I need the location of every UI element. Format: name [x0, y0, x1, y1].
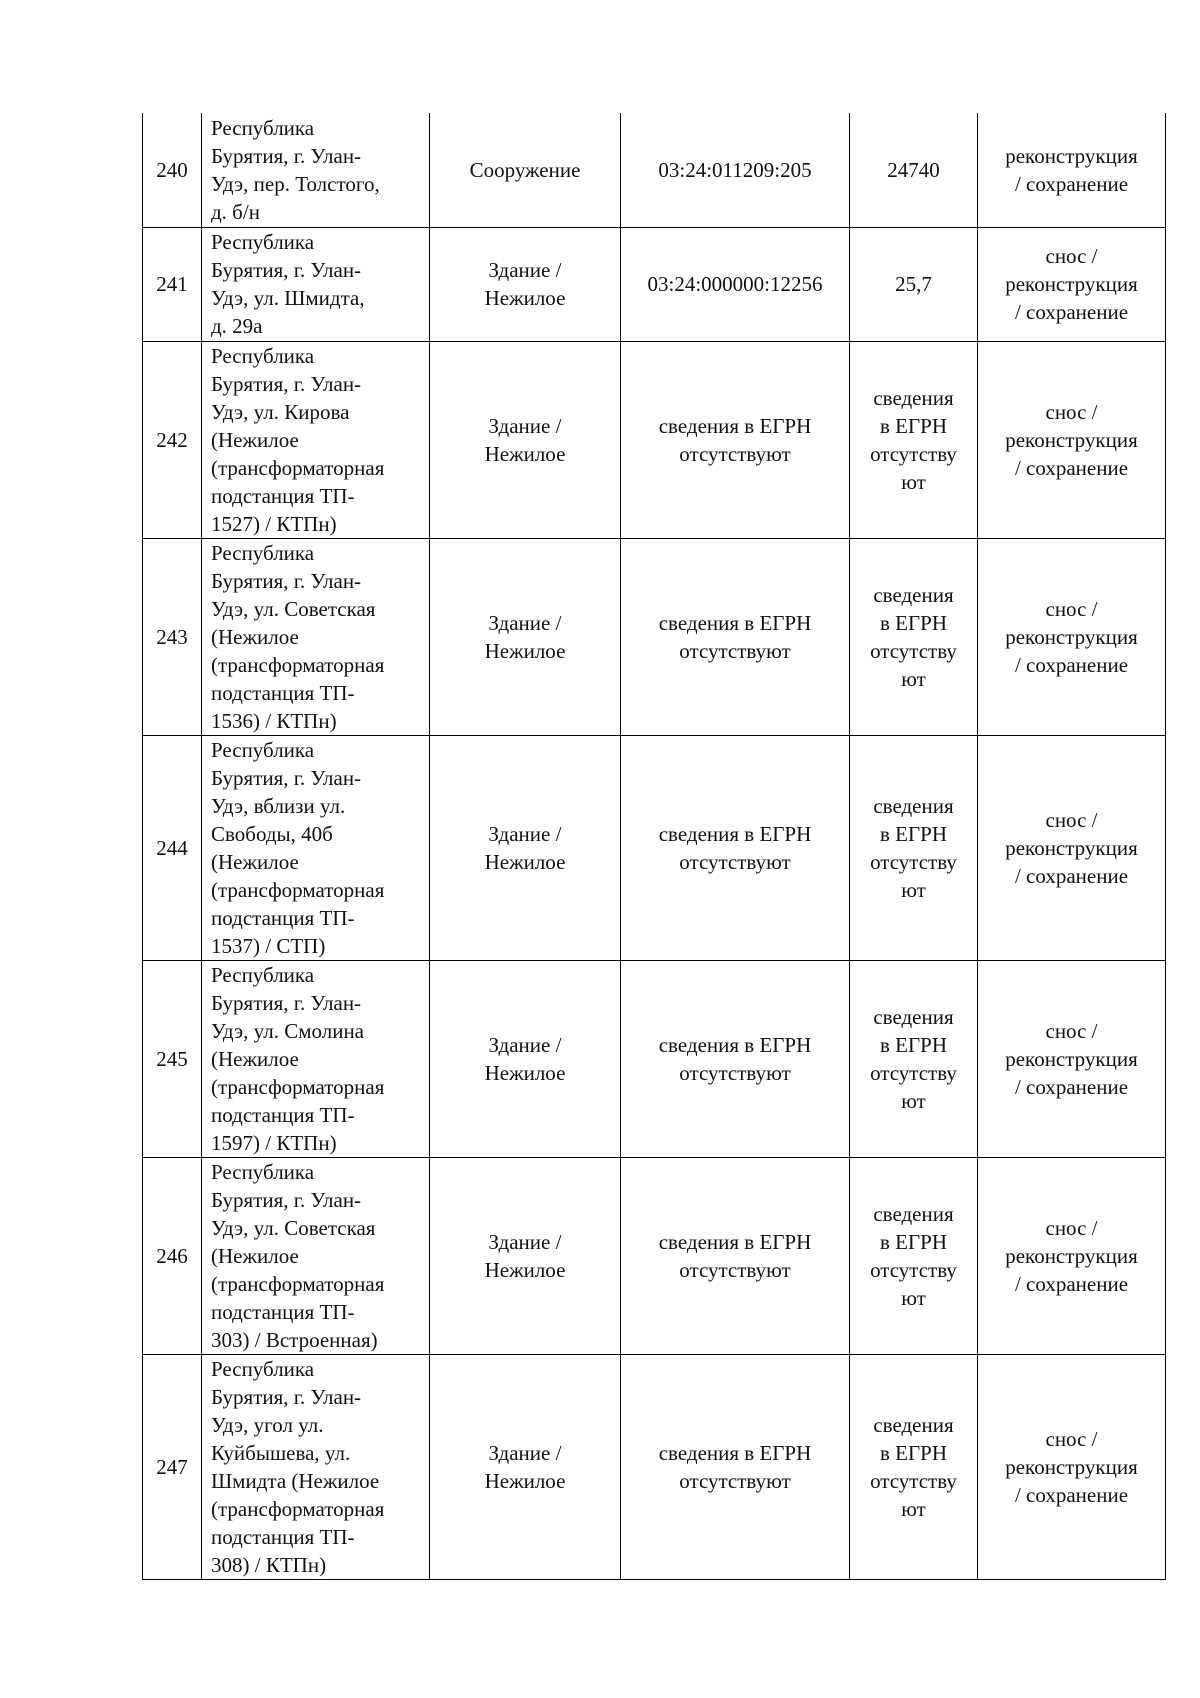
area-cell: сведения в ЕГРН отсутству ют [850, 1157, 978, 1354]
row-number: 244 [143, 735, 202, 960]
object-type-cell: Здание / Нежилое [430, 960, 621, 1157]
object-type-cell: Здание / Нежилое [430, 1157, 621, 1354]
table-row [143, 735, 1166, 960]
cadastral-number-cell: сведения в ЕГРН отсутствуют [621, 341, 850, 538]
cadastral-number-cell: сведения в ЕГРН отсутствуют [621, 1157, 850, 1354]
area-cell: 24740 [850, 113, 978, 227]
row-number: 247 [143, 1354, 202, 1579]
action-cell: снос / реконструкция / сохранение [978, 227, 1166, 341]
objects-table [142, 113, 1166, 1580]
row-number: 240 [143, 113, 202, 227]
row-number: 246 [143, 1157, 202, 1354]
address-cell: Республика Бурятия, г. Улан- Удэ, вблизи ул. Свободы, 40б (Нежилое (трансформаторная подстанция ТП- 1537) / СТП) [202, 735, 430, 960]
row-number: 242 [143, 341, 202, 538]
object-type-cell: Сооружение [430, 113, 621, 227]
action-cell: снос / реконструкция / сохранение [978, 1157, 1166, 1354]
action-cell: снос / реконструкция / сохранение [978, 960, 1166, 1157]
area-cell: сведения в ЕГРН отсутству ют [850, 1354, 978, 1579]
object-type-cell: Здание / Нежилое [430, 538, 621, 735]
cadastral-number-cell: сведения в ЕГРН отсутствуют [621, 735, 850, 960]
cadastral-number-cell: 03:24:000000:12256 [621, 227, 850, 341]
table-row [143, 1157, 1166, 1354]
row-number: 241 [143, 227, 202, 341]
address-cell: Республика Бурятия, г. Улан- Удэ, ул. Смолина (Нежилое (трансформаторная подстанция ТП- 1597) / КТПн) [202, 960, 430, 1157]
table-row [143, 113, 1166, 227]
address-cell: Республика Бурятия, г. Улан- Удэ, пер. Толстого, д. б/н [202, 113, 430, 227]
object-type-cell: Здание / Нежилое [430, 227, 621, 341]
action-cell: снос / реконструкция / сохранение [978, 341, 1166, 538]
area-cell: сведения в ЕГРН отсутству ют [850, 538, 978, 735]
action-cell: реконструкция / сохранение [978, 113, 1166, 227]
area-cell: сведения в ЕГРН отсутству ют [850, 735, 978, 960]
action-cell: снос / реконструкция / сохранение [978, 1354, 1166, 1579]
address-cell: Республика Бурятия, г. Улан- Удэ, ул. Советская (Нежилое (трансформаторная подстанция ТП- 303) / Встроенная) [202, 1157, 430, 1354]
table-row [143, 341, 1166, 538]
action-cell: снос / реконструкция / сохранение [978, 538, 1166, 735]
cadastral-number-cell: сведения в ЕГРН отсутствуют [621, 960, 850, 1157]
cadastral-number-cell: сведения в ЕГРН отсутствуют [621, 538, 850, 735]
area-cell: 25,7 [850, 227, 978, 341]
table-row [143, 227, 1166, 341]
table-row [143, 960, 1166, 1157]
action-cell: снос / реконструкция / сохранение [978, 735, 1166, 960]
object-type-cell: Здание / Нежилое [430, 341, 621, 538]
area-cell: сведения в ЕГРН отсутству ют [850, 960, 978, 1157]
table-row [143, 538, 1166, 735]
row-number: 245 [143, 960, 202, 1157]
address-cell: Республика Бурятия, г. Улан- Удэ, ул. Шмидта, д. 29а [202, 227, 430, 341]
area-cell: сведения в ЕГРН отсутству ют [850, 341, 978, 538]
cadastral-number-cell: сведения в ЕГРН отсутствуют [621, 1354, 850, 1579]
object-type-cell: Здание / Нежилое [430, 1354, 621, 1579]
address-cell: Республика Бурятия, г. Улан- Удэ, угол ул. Куйбышева, ул. Шмидта (Нежилое (трансформаторная подстанция ТП- 308) / КТПн) [202, 1354, 430, 1579]
cadastral-number-cell: 03:24:011209:205 [621, 113, 850, 227]
row-number: 243 [143, 538, 202, 735]
address-cell: Республика Бурятия, г. Улан- Удэ, ул. Кирова (Нежилое (трансформаторная подстанция ТП- 1527) / КТПн) [202, 341, 430, 538]
object-type-cell: Здание / Нежилое [430, 735, 621, 960]
table-row [143, 1354, 1166, 1579]
address-cell: Республика Бурятия, г. Улан- Удэ, ул. Советская (Нежилое (трансформаторная подстанция ТП- 1536) / КТПн) [202, 538, 430, 735]
